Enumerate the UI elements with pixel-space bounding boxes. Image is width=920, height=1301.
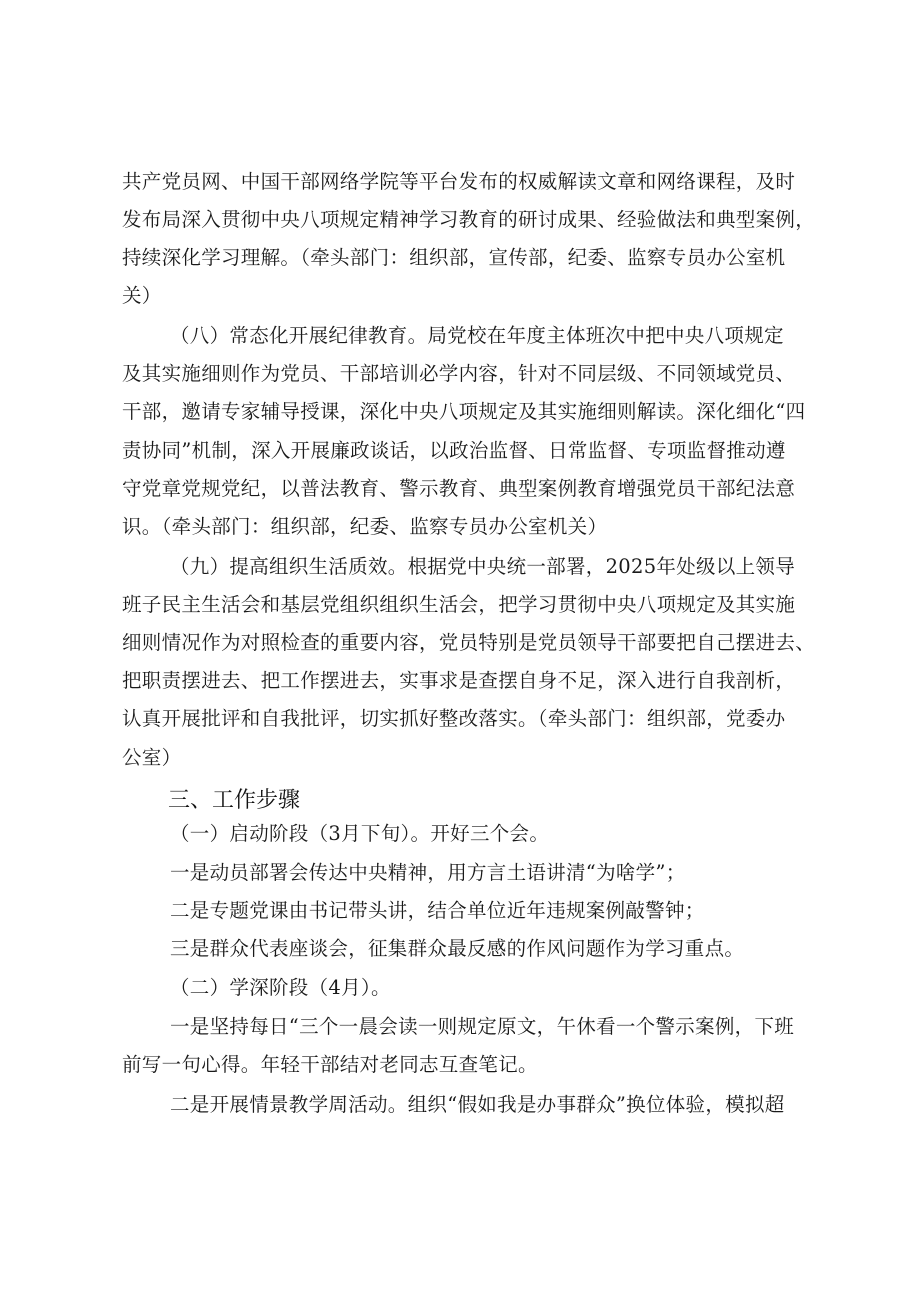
paragraph-line: 责协同”机制，深入开展廉政谈话，以政治监督、日常监督、专项监督推动遵: [122, 439, 786, 462]
paragraph-line: 一是坚持每日“三个一晨会读一则规定原文，午休看一个警示案例，下班: [170, 1015, 795, 1038]
paragraph-line: （二）学深阶段（4月）。: [170, 976, 391, 999]
paragraph-line: （一）启动阶段（3月下旬）。开好三个会。: [170, 822, 550, 845]
paragraph-line: （九）提高组织生活质效。根据党中央统一部署，2025年处级以上领导: [170, 555, 796, 578]
paragraph-line: 细则情况作为对照检查的重要内容，党员特别是党员领导干部要把自己摆进去、: [122, 631, 816, 654]
paragraph-line: 识。（牵头部门：组织部，纪委、监察专员办公室机关）: [122, 515, 608, 538]
paragraph-line: 守党章党规党纪，以普法教育、警示教育、典型案例教育增强党员干部纪法意: [122, 477, 796, 500]
paragraph-line: 公室）: [122, 746, 182, 769]
paragraph-line: 及其实施细则作为党员、干部培训必学内容，针对不同层级、不同领域党员、: [122, 362, 796, 385]
paragraph-line: 三是群众代表座谈会，征集群众最反感的作风问题作为学习重点。: [170, 937, 745, 960]
paragraph-line: 发布局深入贯彻中央八项规定精神学习教育的研讨成果、经验做法和典型案例，: [122, 208, 816, 231]
section-heading: 三、工作步骤: [168, 788, 301, 813]
paragraph-line: 共产党员网、中国干部网络学院等平台发布的权威解读文章和网络课程，及时: [122, 170, 796, 193]
paragraph-line: 关）: [122, 284, 162, 307]
paragraph-line: 干部，邀请专家辅导授课，深化中央八项规定及其实施细则解读。深化细化“四: [122, 400, 806, 423]
paragraph-line: 二是专题党课由书记带头讲，结合单位近年违规案例敲警钟；: [170, 899, 705, 922]
paragraph-line: 认真开展批评和自我批评，切实抓好整改落实。（牵头部门：组织部，党委办: [122, 707, 786, 730]
paragraph-line: （八）常态化开展纪律教育。局党校在年度主体班次中把中央八项规定: [170, 324, 784, 347]
paragraph-line: 持续深化学习理解。（牵头部门：组织部，宣传部，纪委、监察专员办公室机: [122, 246, 786, 269]
paragraph-line: 把职责摆进去、把工作摆进去，实事求是查摆自身不足，深入进行自我剖析，: [122, 669, 796, 692]
paragraph-line: 二是开展情景教学周活动。组织“假如我是办事群众”换位体验，模拟超: [170, 1093, 785, 1116]
paragraph-line: 班子民主生活会和基层党组织组织生活会，把学习贯彻中央八项规定及其实施: [122, 593, 796, 616]
paragraph-line: 前写一句心得。年轻干部结对老同志互查笔记。: [122, 1053, 538, 1076]
paragraph-line: 一是动员部署会传达中央精神，用方言土语讲清“为啥学”；: [170, 861, 686, 884]
